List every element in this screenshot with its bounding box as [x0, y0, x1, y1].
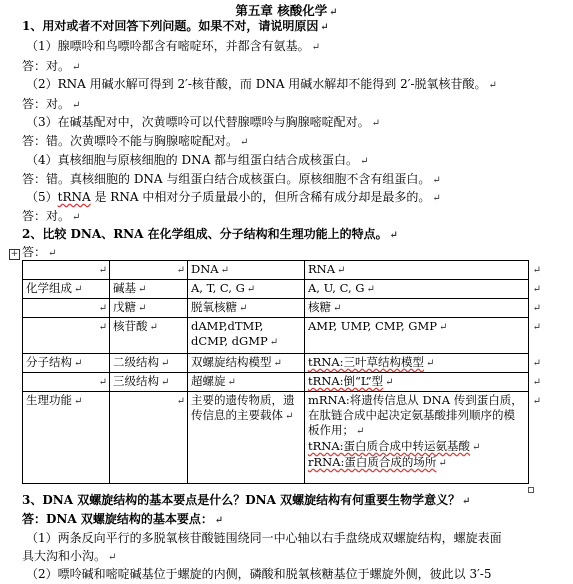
table-cell[interactable]: 脱氧核糖 ↵ — [188, 299, 305, 318]
question-2: 2、比较 DNA、RNA 在化学组成、分子结构和生理功能上的特点。 ↵ — [22, 227, 399, 241]
q1-item-5: （5）tRNA 是 RNA 中相对分子质量最小的，但所含稀有成分却是最多的。 ↵ — [26, 190, 441, 204]
table-cell[interactable]: 戊糖 ↵ — [110, 299, 188, 318]
table-cell[interactable]: 三级结构 ↵ — [110, 373, 188, 392]
question-3: 3、DNA 双螺旋结构的基本要点是什么？DNA 双螺旋结构有何重要生物学意义？ ↵ — [22, 493, 471, 507]
table-move-handle-icon[interactable]: + — [10, 249, 19, 259]
table-cell[interactable]: 碱基 ↵ — [110, 280, 188, 299]
q1-item-2: （2）RNA 用碱水解可得到 2′-核苷酸，而 DNA 用碱水解却不能得到 2′-脱氧核苷酸。 ↵ — [26, 77, 497, 91]
table-cell[interactable]: 分子结构 ↵ — [23, 354, 110, 373]
mrna-function: mRNA:将遗传信息从 DNA 传到蛋白质，在肽链合成中起决定氨基酸排列顺序的模板作用； ↵ — [308, 393, 523, 437]
rrna-function: rRNA:蛋白质合成的场所 ↵ — [308, 455, 447, 469]
table-cell[interactable]: 二级结构 ↵ — [110, 354, 188, 373]
table-cell[interactable]: 核苷酸 ↵ — [110, 318, 188, 354]
q1-answer-5: 答：对。 ↵ — [22, 209, 81, 223]
table-cell[interactable]: ↵ — [23, 373, 110, 392]
table-cell[interactable]: tRNA:三叶草结构模型 ↵ ↵ — [305, 354, 529, 373]
table-row — [23, 280, 529, 299]
question-1: 1、用对或者不对回答下列问题。如果不对，请说明原因 ↵ — [22, 19, 329, 33]
q1-answer-4: 答：错。真核细胞的 DNA 与组蛋白结合成核蛋白。原核细胞不含有组蛋白。 ↵ — [22, 172, 441, 186]
table-cell[interactable]: 双螺旋结构模型 ↵ — [188, 354, 305, 373]
table-cell[interactable]: ↵ — [110, 392, 188, 484]
table-cell[interactable]: A, U, C, G ↵ ↵ — [305, 280, 529, 299]
table-row — [23, 299, 529, 318]
table-row — [23, 392, 529, 484]
table-cell[interactable]: RNA ↵ ↵ — [305, 261, 529, 280]
table-cell[interactable]: 核糖 ↵ ↵ — [305, 299, 529, 318]
q1-item-4: （4）真核细胞与原核细胞的 DNA 都与组蛋白结合成核蛋白。 ↵ — [26, 153, 369, 167]
table-cell[interactable]: 生理功能 ↵ — [23, 392, 110, 484]
table-cell[interactable]: dAMP,dTMP, dCMP, dGMP ↵ — [188, 318, 305, 354]
chapter-title: 第五章 核酸化学 ↵ — [235, 3, 338, 18]
comparison-table — [22, 260, 541, 484]
q3-point-2: （2）嘌呤碱和嘧啶碱基位于螺旋的内侧，磷酸和脱氧核糖基位于螺旋外侧，彼此以 3′-5 — [26, 567, 492, 581]
trna-function: tRNA:蛋白质合成中转运氨基酸 ↵ — [308, 439, 481, 453]
q1-item-3: （3）在碱基配对中，次黄嘌呤可以代替腺嘌呤与胸腺嘧啶配对。 ↵ — [26, 115, 381, 129]
table-row — [23, 261, 529, 280]
q3-point-1: （1）两条反向平行的多脱氧核苷酸链围绕同一中心轴以右手盘绕成双螺旋结构，螺旋表面 — [26, 531, 502, 545]
table-cell[interactable]: AMP, UMP, CMP, GMP ↵ ↵ — [305, 318, 529, 354]
table-cell[interactable]: mRNA:将遗传信息从 DNA 传到蛋白质，在肽链合成中起决定氨基酸排列顺序的模板作用； ↵ tRNA:蛋白质合成中转运氨基酸 ↵ rRNA:蛋白质合成的场所 ↵ ↵ — [305, 392, 529, 484]
q1-item-1: （1）腺嘌呤和鸟嘌呤都含有嘧啶环，并都含有氨基。 ↵ — [26, 39, 321, 53]
q1-answer-1: 答：对。 ↵ — [22, 59, 81, 73]
table-cell[interactable]: ↵ — [23, 299, 110, 318]
q1-answer-2: 答：对。 ↵ — [22, 97, 81, 111]
table-cell[interactable]: tRNA:倒“L”型 ↵ ↵ — [305, 373, 529, 392]
table-cell[interactable]: 超螺旋 ↵ — [188, 373, 305, 392]
table-cell[interactable]: DNA ↵ — [188, 261, 305, 280]
table-cell[interactable]: 主要的遗传物质，遗传信息的主要载体 ↵ — [188, 392, 305, 484]
table-cell[interactable]: ↵ — [110, 261, 188, 280]
table-cell[interactable]: ↵ — [23, 318, 110, 354]
q1-answer-3: 答：错。次黄嘌呤不能与胸腺嘧啶配对。 ↵ — [22, 134, 249, 148]
table-row — [23, 373, 529, 392]
table-cell[interactable]: A, T, C, G ↵ — [188, 280, 305, 299]
table-resize-handle[interactable] — [528, 487, 534, 493]
q2-answer-label: 答： ↵ — [22, 245, 57, 259]
q3-answer-heading: 答：DNA 双螺旋结构的基本要点： ↵ — [22, 512, 224, 526]
q3-point-1-continued: 具大沟和小沟。 ↵ — [22, 549, 117, 563]
table-row — [23, 318, 529, 354]
table-cell[interactable]: ↵ — [23, 261, 110, 280]
table-cell[interactable]: 化学组成 ↵ — [23, 280, 110, 299]
table-row — [23, 354, 529, 373]
